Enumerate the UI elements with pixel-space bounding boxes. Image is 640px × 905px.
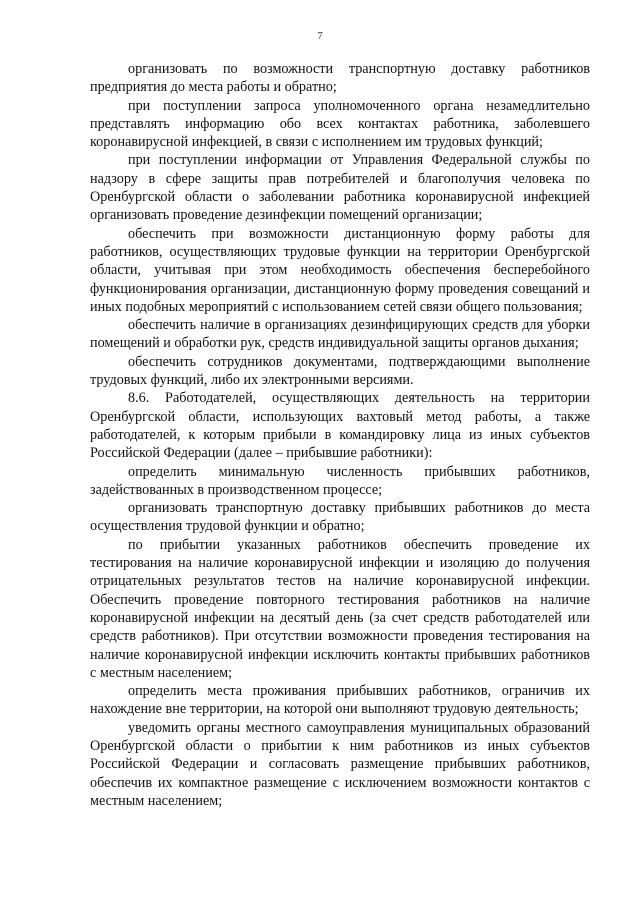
paragraph: уведомить органы местного самоуправления муниципальных образований Оренбургской области о прибытии к ним работников из иных субъектов Российской Федерации и согласовать размещение прибывших работников, обеспечив их компактное размещение с исключением возможности контактов с местным населением; — [90, 719, 590, 809]
paragraph: организовать по возможности транспортную доставку работников предприятия до места работы и обратно; — [90, 61, 590, 96]
paragraph: при поступлении информации от Управления Федеральной службы по надзору в сфере защиты прав потребителей и благополучия человека по Оренбургской области о заболевании работника коронавирусной инфекцией организовать проведение дезинфекции помещений организации; — [90, 152, 590, 224]
paragraph: при поступлении запроса уполномоченного органа незамедлительно представлять информацию обо всех контактах работника, заболевшего коронавирусной инфекцией, в связи с исполнением им трудовых функций; — [90, 97, 590, 151]
paragraph: обеспечить наличие в организациях дезинфицирующих средств для уборки помещений и обработки рук, средств индивидуальной защиты органов дыхания; — [90, 317, 590, 352]
paragraph: определить минимальную численность прибывших работников, задействованных в производственном процессе; — [90, 463, 590, 498]
page-number: 7 — [317, 30, 323, 42]
paragraph: определить места проживания прибывших работников, ограничив их нахождение вне территории, на которой они выполняют трудовую деятельность; — [90, 683, 590, 718]
paragraph: обеспечить при возможности дистанционную форму работы для работников, осуществляющих трудовые функции на территории Оренбургской области, учитывая при этом необходимость обеспечения бесперебойного функционирования организации, дистанционную форму проведения совещаний и иных подобных мероприятий с использованием сетей связи общего пользования; — [90, 225, 590, 315]
paragraph: по прибытии указанных работников обеспечить проведение их тестирования на наличие коронавирусной инфекции и изоляцию до получения отрицательных результатов тестов на наличие коронавирусной инфекции. Обеспечить проведение повторного тестирования работников на наличие коронавирусной инфекции на десятый день (за счет средств работодателей или средств работников). При отсутствии возможности проведения тестирования на наличие коронавирусной инфекции исключить контакты прибывших работников с местным населением; — [90, 536, 590, 681]
paragraph-section-8-6: 8.6. Работодателей, осуществляющих деятельность на территории Оренбургской области, использующих вахтовый метод работы, а также работодателей, к которым прибыли в командировку лица из иных субъектов Российской Федерации (далее – прибывшие работники): — [90, 390, 590, 462]
document-body — [90, 60, 590, 810]
paragraph: обеспечить сотрудников документами, подтверждающими выполнение трудовых функций, либо их электронными версиями. — [90, 353, 590, 389]
paragraph: организовать транспортную доставку прибывших работников до места осуществления трудовой функции и обратно; — [90, 500, 590, 535]
